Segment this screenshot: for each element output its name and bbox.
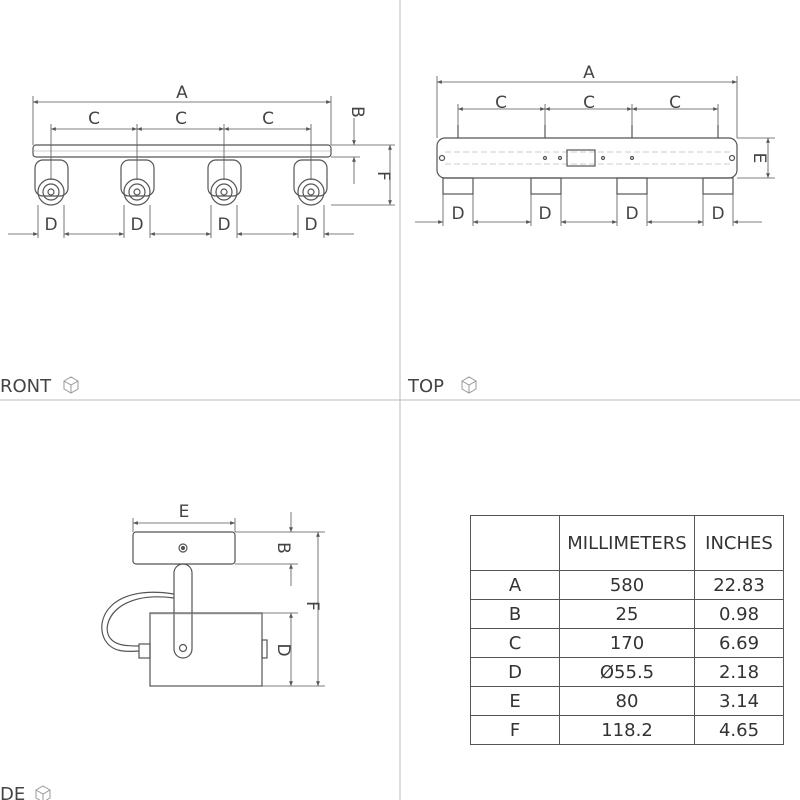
top-mounting-plate: [437, 138, 737, 178]
table-row: [471, 716, 784, 745]
table-row: [471, 629, 784, 658]
table-header-millimeters: MILLIMETERS: [560, 516, 695, 571]
front-view-caption: [0, 376, 78, 397]
top-label-c3: C: [669, 93, 681, 113]
table-cell-mm: 80: [560, 687, 695, 716]
front-label-a: A: [176, 83, 188, 103]
front-labels: [44, 83, 393, 235]
table-row: [471, 571, 784, 600]
top-labels: [451, 63, 769, 224]
table-cell-mm: 580: [560, 571, 695, 600]
table-cell-dim: C: [471, 629, 560, 658]
table-cell-mm: 25: [560, 600, 695, 629]
front-spot-4: [294, 160, 327, 205]
top-label-e: E: [749, 152, 769, 164]
front-spot-3: [208, 160, 241, 205]
table-cell-in: 2.18: [695, 658, 784, 687]
table-cell-in: 0.98: [695, 600, 784, 629]
side-view-caption: [0, 784, 50, 800]
table-cell-dim: B: [471, 600, 560, 629]
table-cell-mm: Ø55.5: [560, 658, 695, 687]
front-view: [8, 96, 395, 238]
front-label-f: F: [373, 171, 393, 181]
side-spot-body: [150, 613, 262, 686]
table-header-inches: INCHES: [695, 516, 784, 571]
table-cell-mm: 170: [560, 629, 695, 658]
top-label-d2: D: [538, 204, 552, 224]
front-label-d4: D: [304, 215, 318, 235]
table-cell-dim: F: [471, 716, 560, 745]
table-cell-in: 22.83: [695, 571, 784, 600]
cube-icon: [462, 377, 476, 393]
top-label-a: A: [583, 63, 595, 83]
table-row: [471, 687, 784, 716]
front-spot-2: [121, 160, 154, 205]
front-label-d3: D: [217, 215, 231, 235]
cube-icon: [36, 786, 50, 800]
top-label-d1: D: [451, 204, 465, 224]
top-view-caption: [407, 376, 476, 397]
top-label-d3: D: [625, 204, 639, 224]
front-view-label: RONT: [0, 376, 52, 397]
table-cell-mm: 118.2: [560, 716, 695, 745]
table-header-row: [471, 516, 784, 571]
side-label-e: E: [178, 502, 190, 522]
front-label-b: B: [347, 106, 367, 118]
side-label-d: D: [273, 643, 293, 657]
table-cell-in: 4.65: [695, 716, 784, 745]
front-label-c3: C: [262, 109, 274, 129]
top-junction-box: [567, 150, 595, 166]
table-cell-dim: A: [471, 571, 560, 600]
top-label-c1: C: [495, 93, 507, 113]
top-label-c2: C: [583, 93, 595, 113]
table-row: [471, 600, 784, 629]
side-labels: [179, 502, 322, 657]
cube-icon: [64, 377, 78, 393]
front-label-c2: C: [175, 109, 187, 129]
side-view: [102, 512, 325, 686]
table-cell-in: 6.69: [695, 629, 784, 658]
front-label-d2: D: [130, 215, 144, 235]
front-spot-1: [35, 160, 68, 205]
table-row: [471, 658, 784, 687]
table-cell-dim: D: [471, 658, 560, 687]
side-cable: [102, 592, 174, 651]
side-view-label: DE: [0, 784, 26, 800]
top-view-label: TOP: [408, 376, 445, 397]
table-cell-dim: E: [471, 687, 560, 716]
side-label-b: B: [273, 542, 293, 554]
top-label-d4: D: [711, 204, 725, 224]
table-header-blank: [471, 516, 560, 571]
side-label-f: F: [302, 601, 322, 611]
front-label-c1: C: [88, 109, 100, 129]
front-label-d1: D: [44, 215, 58, 235]
dimensions-table: [470, 515, 784, 745]
table-cell-in: 3.14: [695, 687, 784, 716]
